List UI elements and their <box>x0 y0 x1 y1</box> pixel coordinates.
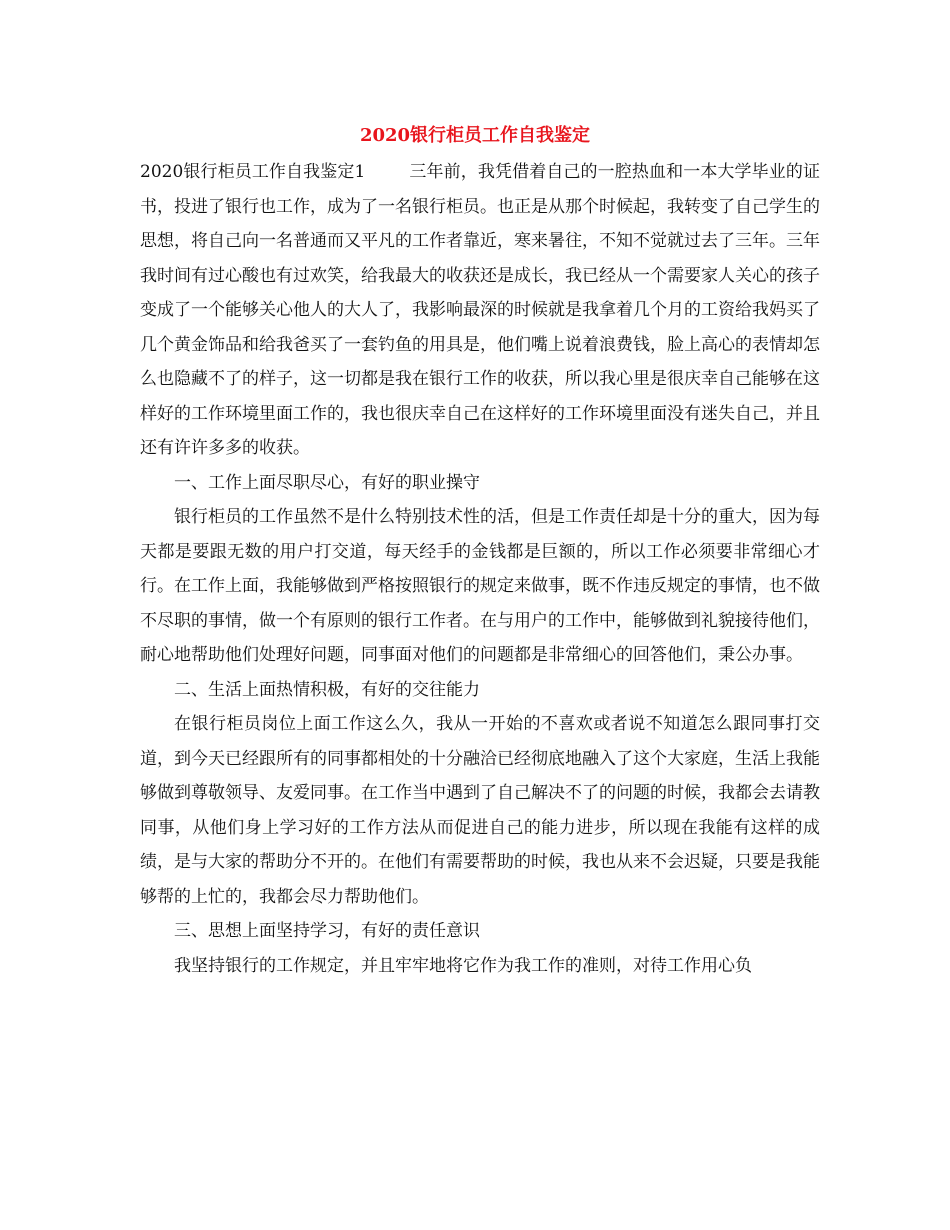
section-paragraph-3: 我坚持银行的工作规定，并且牢牢地将它作为我工作的准则，对待工作用心负 <box>174 955 752 976</box>
document-title: 2020银行柜员工作自我鉴定 <box>359 125 591 146</box>
section-heading-2: 二、生活上面热情积极，有好的交往能力 <box>174 679 480 700</box>
section-paragraph-1: 银行柜员的工作虽然不是什么特别技术性的活，但是工作责任却是十分的重大，因为每天都是要跟无数的用户打交道，每天经手的金钱都是巨额的，所以工作必须要非常细心才行。在工作上面，我能够做到严格按照银行的规定来做事，既不作违反规定的事情，也不做不尽职的事情，做一个有原则的银行工作者。在与用户的工作中，能够做到礼貌接待他们，耐心地帮助他们处理好问题，同事面对他们的问题都是非常细心的回答他们，秉公办事。 <box>140 507 820 665</box>
intro-label: 2020银行柜员工作自我鉴定1 <box>140 162 366 182</box>
document-body <box>140 155 820 983</box>
intro-paragraph <box>140 155 820 466</box>
section-heading-1: 一、工作上面尽职尽心，有好的职业操守 <box>174 472 480 493</box>
section-paragraph-2: 在银行柜员岗位上面工作这么久，我从一开始的不喜欢或者说不知道怎么跟同事打交道，到今天已经跟所有的同事都相处的十分融洽已经彻底地融入了这个大家庭，生活上我能够做到尊敬领导、友爱同事。在工作当中遇到了自己解决不了的问题的时候，我都会去请教同事，从他们身上学习好的工作方法从而促进自己的能力进步，所以现在我能有这样的成绩，是与大家的帮助分不开的。在他们有需要帮助的时候，我也从来不会迟疑，只要是我能够帮的上忙的，我都会尽力帮助他们。 <box>140 714 820 907</box>
section-heading-3: 三、思想上面坚持学习，有好的责任意识 <box>174 921 480 941</box>
paragraph-text: 三年前，我凭借着自己的一腔热血和一本大学毕业的证书，投进了银行也工作，成为了一名银行柜员。也正是从那个时候起，我转变了自己学生的思想，将自己向一名普通而又平凡的工作者靠近，寒来暑往，不知不觉就过去了三年。三年我时间有过心酸也有过欢笑，给我最大的收获还是成长，我已经从一个需要家人关心的孩子变成了一个能够关心他人的大人了，我影响最深的时候就是我拿着几个月的工资给我妈买了几个黄金饰品和给我爸买了一套钓鱼的用具是，他们嘴上说着浪费钱，脸上高心的表情却怎么也隐藏不了的样子，这一切都是我在银行工作的收获，所以我心里是很庆幸自己能够在这样好的工作环境里面工作的，我也很庆幸自己在这样好的工作环境里面没有迷失自己，并且还有许许多多的收获。 <box>140 162 820 458</box>
